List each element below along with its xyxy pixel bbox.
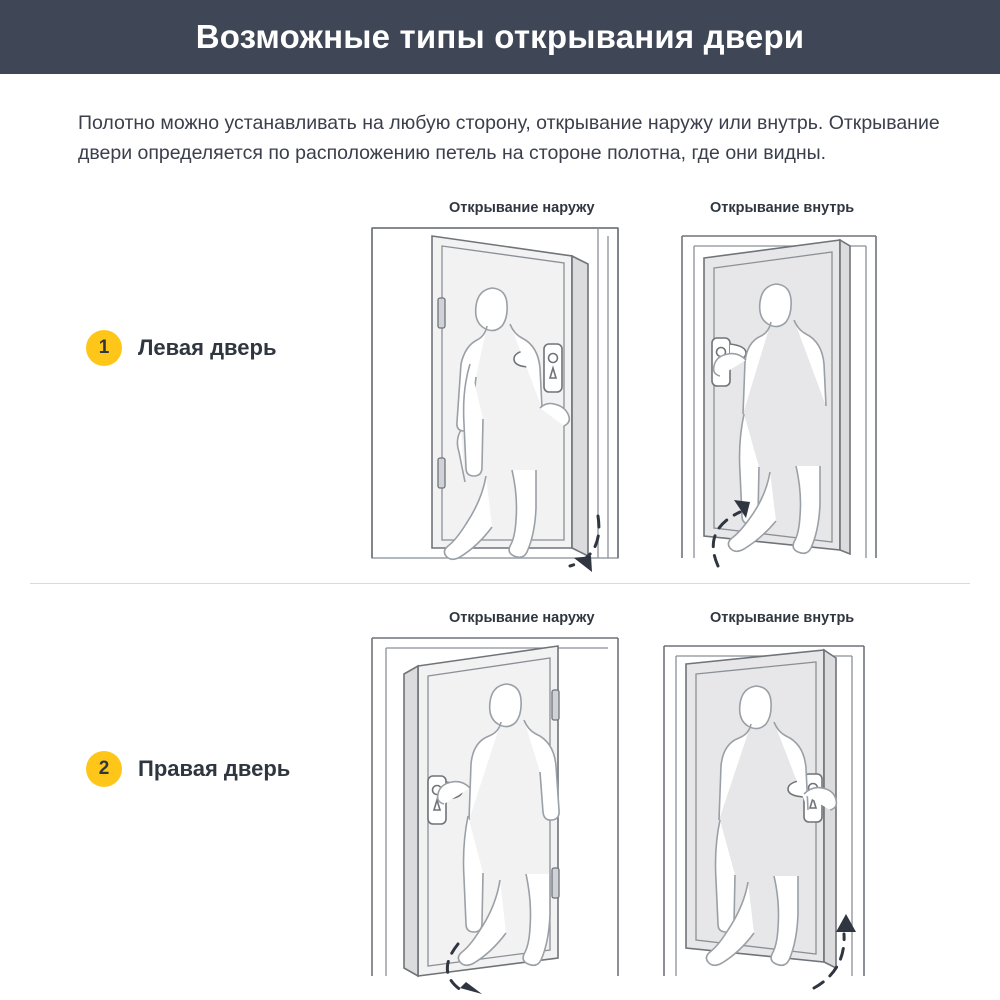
caption-2-outward: Открывание наружу	[449, 610, 595, 626]
door-illustration	[638, 218, 908, 578]
scene-left-outward	[360, 218, 630, 578]
caption-1-inward: Открывание внутрь	[710, 200, 855, 216]
caption-2-inward: Открывание внутрь	[710, 610, 855, 626]
page-title: Возможные типы открывания двери	[195, 18, 805, 55]
row-title-2: Правая дверь	[138, 756, 291, 781]
row-left-door	[0, 178, 1000, 583]
caption-1-outward: Открывание наружу	[449, 200, 595, 216]
door-illustration	[638, 628, 908, 998]
scene-right-inward	[638, 628, 908, 998]
row-title-1: Левая дверь	[138, 335, 277, 360]
door-illustration	[360, 218, 630, 578]
row-label-1	[86, 330, 277, 366]
scene-right-outward	[360, 628, 630, 998]
row-label-2	[86, 751, 290, 787]
section-divider	[30, 583, 970, 584]
step-badge-2: 2	[86, 751, 122, 787]
door-illustration	[360, 628, 630, 998]
row-right-door	[0, 586, 1000, 1000]
intro-paragraph: Полотно можно устанавливать на любую сторону, открывание наружу или внутрь. Открывание двери определяется по расположению петель на стороне полотна, где они видны.	[78, 111, 940, 164]
scene-left-inward	[638, 218, 908, 578]
header-bar	[0, 0, 1000, 74]
step-badge-1: 1	[86, 330, 122, 366]
